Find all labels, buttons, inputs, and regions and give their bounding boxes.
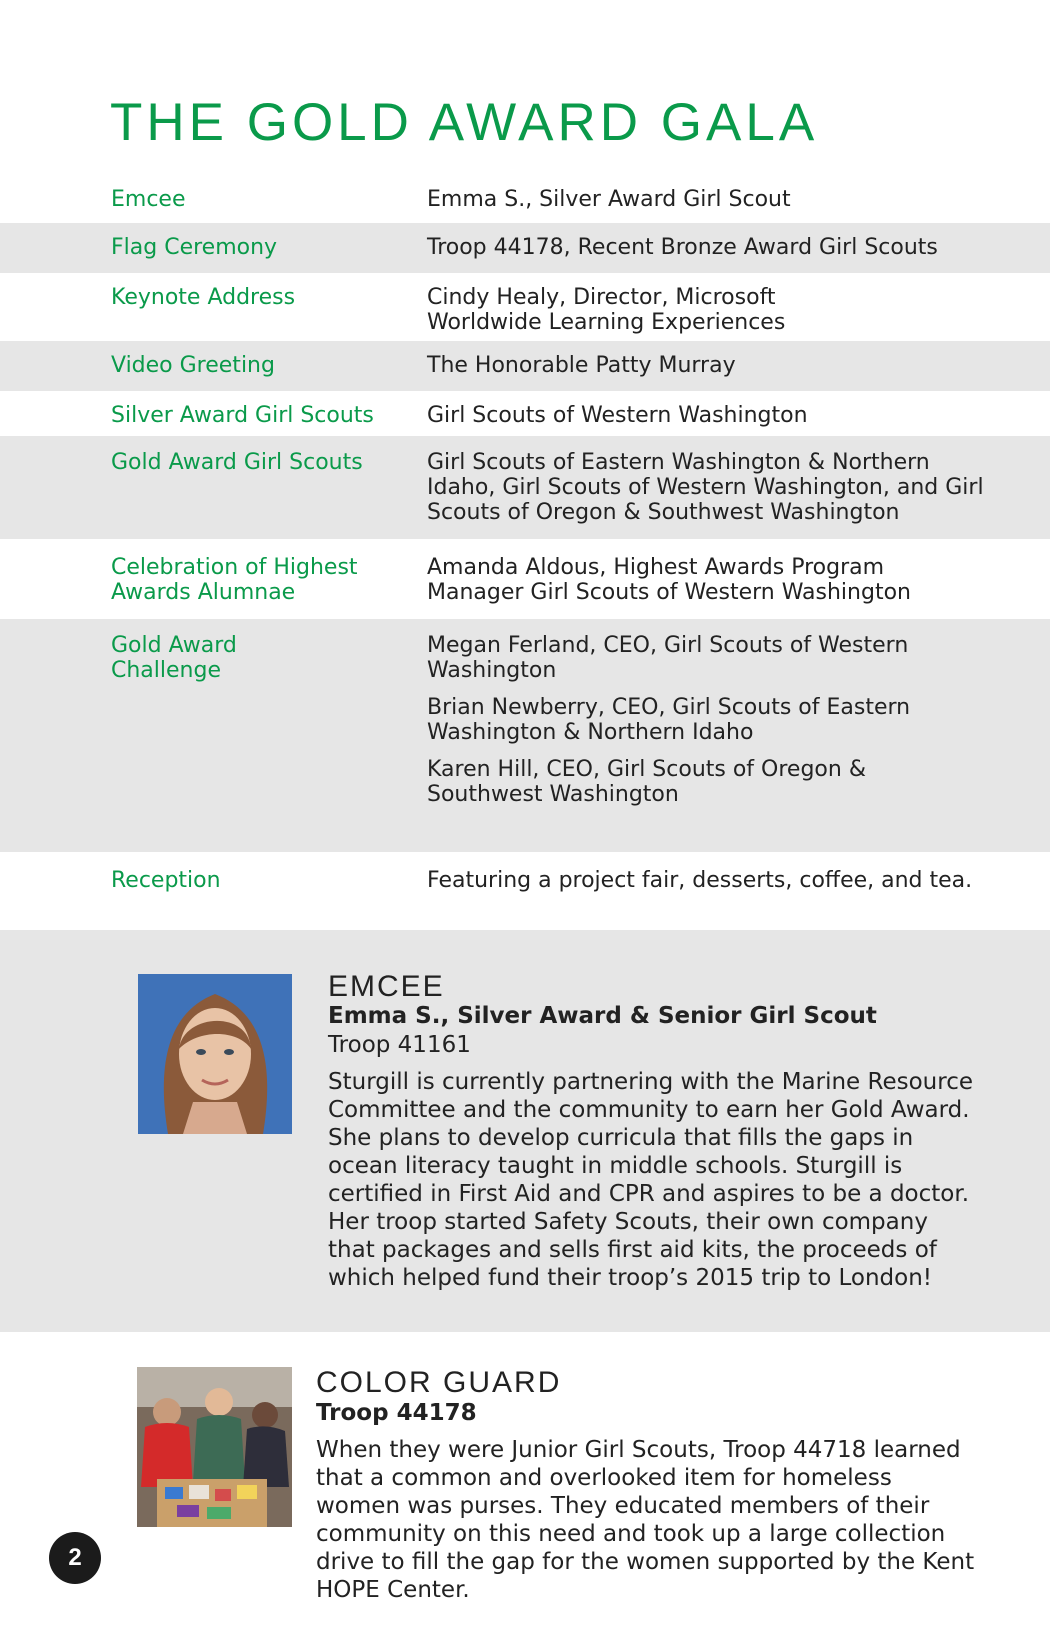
color-guard-photo [137, 1367, 292, 1527]
program-value: Troop 44178, Recent Bronze Award Girl Scouts [427, 235, 938, 260]
program-value: Featuring a project fair, desserts, coffee, and tea. [427, 868, 973, 893]
color-guard-troop: Troop 44178 [316, 1400, 477, 1426]
program-label: Emcee [111, 187, 186, 212]
challenge-speaker: Karen Hill, CEO, Girl Scouts of Oregon & Southwest Washington [427, 757, 866, 807]
color-guard-heading: COLOR GUARD [316, 1366, 562, 1399]
color-guard-bio-text: When they were Junior Girl Scouts, Troop 44718 learned that a common and overlooked item for homeless women was purses. They educated members of their community on this need and took up a large collection drive to fill the gap for the women supported by the Kent HOPE Center. [316, 1437, 975, 1603]
program-row-video-greeting [0, 341, 1050, 391]
program-row-alumnae [0, 539, 1050, 619]
program-row-flag-ceremony [0, 223, 1050, 273]
program-row-gold-award [0, 436, 1050, 539]
program-row-silver-award [0, 391, 1050, 436]
program-label: Gold Award Challenge [111, 633, 237, 683]
challenge-speaker: Megan Ferland, CEO, Girl Scouts of Western Washington [427, 633, 909, 683]
program-label: Silver Award Girl Scouts [111, 403, 374, 428]
emcee-name: Emma S., Silver Award & Senior Girl Scout [328, 1003, 877, 1029]
page-number: 2 [49, 1532, 101, 1584]
program-label: Flag Ceremony [111, 235, 278, 260]
program-label: Celebration of Highest Awards Alumnae [111, 555, 358, 605]
emcee-bio-section [0, 930, 1050, 1332]
challenge-speaker: Brian Newberry, CEO, Girl Scouts of Eastern Washington & Northern Idaho [427, 695, 911, 745]
emcee-photo [138, 974, 292, 1134]
emcee-heading: EMCEE [328, 970, 445, 1003]
program-value: Cindy Healy, Director, Microsoft Worldwide Learning Experiences [427, 285, 786, 335]
program-label: Keynote Address [111, 285, 296, 310]
program-row-reception [0, 852, 1050, 930]
emcee-bio-text: Sturgill is currently partnering with the Marine Resource Committee and the community to earn her Gold Award. She plans to develop curricula that fills the gaps in ocean literacy taught in middle schools. Sturgill is certified in First Aid and CPR and aspires to be a doctor. Her troop started Safety Scouts, their own company that packages and sells first aid kits, the proceeds of which helped fund their troop’s 2015 trip to London! [328, 1069, 973, 1291]
program-value: The Honorable Patty Murray [427, 353, 736, 378]
program-label: Reception [111, 868, 221, 893]
program-value: Emma S., Silver Award Girl Scout [427, 187, 791, 212]
program-value: Amanda Aldous, Highest Awards Program Manager Girl Scouts of Western Washington [427, 555, 911, 605]
program-label: Gold Award Girl Scouts [111, 450, 363, 475]
program-value: Girl Scouts of Western Washington [427, 403, 808, 428]
program-label: Video Greeting [111, 353, 275, 378]
emcee-troop: Troop 41161 [328, 1032, 471, 1058]
program-value-list [427, 633, 987, 819]
program-value: Girl Scouts of Eastern Washington & Northern Idaho, Girl Scouts of Western Washington, and Girl Scouts of Oregon & Southwest Washington [427, 450, 984, 525]
color-guard-section [0, 1332, 1050, 1650]
page-title: THE GOLD AWARD GALA [110, 93, 819, 152]
program-row-keynote [0, 273, 1050, 341]
program-row-gold-award-challenge [0, 619, 1050, 852]
program-row-emcee [0, 177, 1050, 223]
